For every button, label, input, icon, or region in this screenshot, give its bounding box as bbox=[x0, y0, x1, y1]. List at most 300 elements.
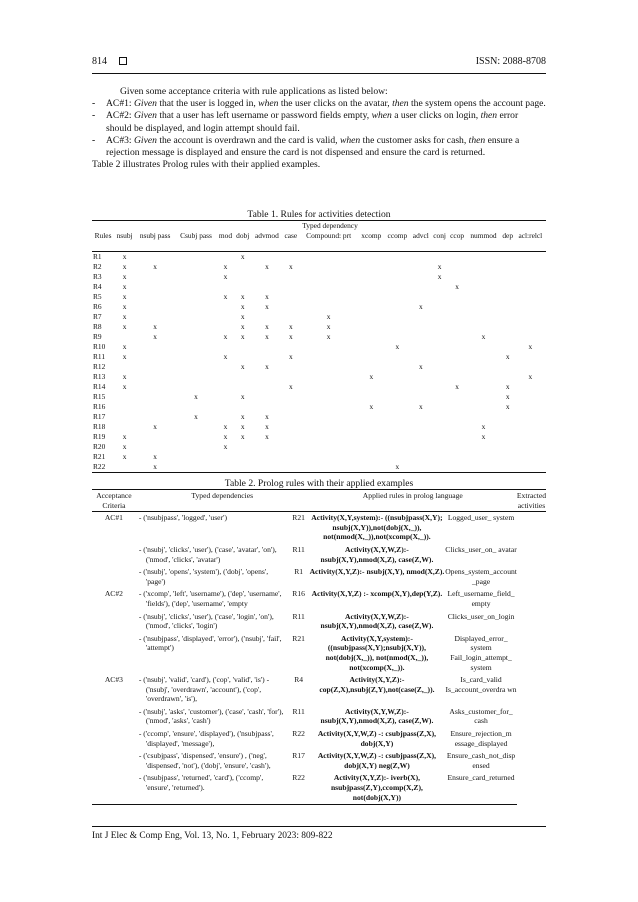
dependency-mark bbox=[175, 262, 217, 272]
rule-id: R1 bbox=[93, 252, 102, 261]
table-row bbox=[92, 674, 546, 706]
dependency-mark: x bbox=[223, 442, 228, 451]
dependency-mark bbox=[283, 302, 300, 312]
dependency-mark bbox=[501, 422, 515, 432]
criterion-then: then bbox=[468, 134, 486, 146]
table-row bbox=[92, 392, 546, 402]
dependency-mark bbox=[515, 352, 546, 362]
dependency-mark: x bbox=[135, 462, 175, 473]
dependency-mark: x bbox=[223, 332, 228, 341]
dependency-mark bbox=[466, 292, 500, 302]
dependency-mark bbox=[114, 392, 135, 402]
dependency-mark bbox=[466, 282, 500, 292]
dependency-mark bbox=[234, 262, 251, 272]
criterion-when: when bbox=[258, 98, 279, 110]
prolog-rule: Activity(X,Y,W,Z):- nsubj(X,Y),nmod(X,Z), case(Z,W). bbox=[320, 544, 434, 564]
header-spacer bbox=[92, 221, 114, 232]
footer-rule bbox=[92, 826, 546, 827]
rule-id: R17 bbox=[93, 412, 106, 421]
rule-id: R8 bbox=[93, 322, 102, 331]
dependency-mark bbox=[410, 292, 431, 302]
dependency-mark bbox=[385, 282, 411, 292]
typed-dependencies: - ('nsubjpass', 'returned', 'card'), ('ccomp', 'ensure', 'returned'). bbox=[136, 772, 289, 804]
dependency-mark bbox=[283, 402, 300, 412]
dependency-mark bbox=[251, 372, 282, 382]
dependency-mark bbox=[466, 372, 500, 382]
dependency-mark bbox=[448, 402, 466, 412]
rule-id: R4 bbox=[93, 282, 102, 291]
dependency-mark bbox=[234, 272, 251, 282]
dependency-mark bbox=[234, 442, 251, 452]
dependency-mark: x bbox=[240, 422, 245, 431]
extracted-activity: Logged_user_ system bbox=[447, 513, 515, 523]
dependency-mark bbox=[385, 252, 411, 263]
dependency-mark: x bbox=[289, 332, 293, 341]
table-row bbox=[92, 282, 546, 292]
dependency-mark bbox=[385, 292, 411, 302]
dependency-mark: x bbox=[326, 332, 331, 341]
table-row bbox=[92, 332, 546, 342]
dependency-mark bbox=[385, 352, 411, 362]
typed-dependencies: - ('nsubjpass', 'displayed', 'error'), ('nsubj', 'fail', 'attempt') bbox=[138, 633, 282, 653]
dependency-mark bbox=[466, 402, 500, 412]
typed-dependencies: - ('nsubj', 'opens', 'system'), ('dobj', 'opens', 'page') bbox=[138, 567, 269, 586]
col-header-compound-prt: Compound: prt bbox=[299, 231, 358, 252]
table-row bbox=[92, 342, 546, 352]
dependency-mark bbox=[501, 312, 515, 322]
prolog-rule: Activity(X,Y,system):- ((nsubjpass(X,Y); nsubj(X,Y)),not(dobj(X,_)), not(nmod(X,_)),not(xcomp(X,_)). bbox=[311, 513, 443, 542]
dependency-mark bbox=[385, 302, 411, 312]
dependency-mark bbox=[135, 312, 175, 322]
dependency-mark bbox=[358, 292, 384, 302]
dependency-mark bbox=[431, 402, 448, 412]
dependency-mark: x bbox=[122, 352, 127, 361]
dependency-mark: x bbox=[418, 362, 423, 371]
dependency-mark bbox=[135, 292, 175, 302]
dependency-mark bbox=[135, 432, 175, 442]
dependency-mark bbox=[175, 322, 217, 332]
dependency-mark: x bbox=[122, 372, 127, 381]
dependency-mark bbox=[410, 322, 431, 332]
dependency-mark bbox=[501, 332, 515, 342]
dependency-mark bbox=[217, 302, 234, 312]
dependency-mark bbox=[431, 412, 448, 422]
dependency-mark bbox=[283, 392, 300, 402]
dependency-mark: x bbox=[223, 292, 228, 301]
dependency-mark bbox=[358, 252, 384, 263]
dependency-mark: x bbox=[223, 352, 228, 361]
dependency-mark bbox=[431, 292, 448, 302]
col-header-activities: Extracted activities bbox=[517, 490, 546, 512]
table1-caption: Table 1. Rules for activities detection bbox=[247, 209, 391, 220]
dependency-mark bbox=[431, 382, 448, 392]
dependency-mark bbox=[358, 302, 384, 312]
dependency-mark bbox=[448, 342, 466, 352]
rule-id: R7 bbox=[93, 312, 102, 321]
dependency-mark bbox=[448, 442, 466, 452]
dependency-mark bbox=[466, 322, 500, 332]
dependency-mark bbox=[175, 252, 217, 263]
dependency-mark: x bbox=[369, 402, 374, 411]
rule-id: R10 bbox=[93, 342, 106, 351]
dependency-mark bbox=[501, 262, 515, 272]
dependency-mark: x bbox=[289, 352, 293, 361]
dependency-mark: x bbox=[153, 422, 157, 431]
dependency-mark bbox=[299, 452, 358, 462]
dependency-mark: x bbox=[505, 352, 510, 361]
dependency-mark bbox=[466, 262, 500, 272]
dependency-mark bbox=[385, 322, 411, 332]
dependency-mark: x bbox=[122, 382, 127, 391]
dependency-mark bbox=[299, 462, 358, 473]
dependency-mark: x bbox=[528, 372, 533, 381]
dependency-mark bbox=[448, 362, 466, 372]
criterion-when: when bbox=[371, 110, 392, 122]
rule-id: R13 bbox=[93, 372, 106, 381]
dependency-mark bbox=[251, 402, 282, 412]
dependency-mark: x bbox=[289, 382, 293, 391]
dependency-mark: x bbox=[122, 292, 127, 301]
dependency-mark: x bbox=[265, 362, 269, 371]
dependency-mark bbox=[251, 342, 282, 352]
dependency-mark bbox=[175, 342, 217, 352]
dependency-mark bbox=[410, 352, 431, 362]
criterion-t2: the user clicks on the avatar, bbox=[278, 98, 393, 110]
dependency-mark bbox=[515, 332, 546, 342]
dependency-mark bbox=[501, 252, 515, 263]
dependency-mark bbox=[410, 332, 431, 342]
dependency-mark bbox=[431, 432, 448, 442]
table-row bbox=[92, 322, 546, 332]
dependency-mark bbox=[283, 282, 300, 292]
typed-dependencies: - ('nsubjpass', 'logged', 'user') bbox=[138, 513, 227, 523]
typed-dependencies: - ('xcomp', 'left', 'username'), ('dep', 'username', 'fields'), ('dep', 'username', 'empty bbox=[138, 589, 282, 608]
dependency-mark bbox=[431, 302, 448, 312]
col-header-dep: dep bbox=[501, 231, 515, 252]
dependency-mark bbox=[466, 342, 500, 352]
rule-id: R16 bbox=[93, 402, 106, 411]
dependency-mark bbox=[217, 282, 234, 292]
dependency-mark bbox=[234, 342, 251, 352]
dependency-mark bbox=[251, 252, 282, 263]
dependency-mark bbox=[515, 252, 546, 263]
dependency-mark bbox=[448, 312, 466, 322]
table-row bbox=[92, 588, 546, 610]
dependency-mark bbox=[410, 382, 431, 392]
dependency-mark bbox=[175, 292, 217, 302]
journal-footer: Int J Elec & Comp Eng, Vol. 13, No. 1, February 2023: 809-822 bbox=[92, 831, 333, 841]
dependency-mark bbox=[501, 432, 515, 442]
dependency-mark bbox=[515, 432, 546, 442]
dependency-mark bbox=[385, 402, 411, 412]
criterion-given: Given bbox=[134, 98, 157, 110]
dependency-mark: x bbox=[265, 262, 269, 271]
dependency-mark bbox=[358, 432, 384, 442]
dependency-mark bbox=[283, 252, 300, 263]
col-header-prolog: Applied rules in prolog language bbox=[309, 490, 517, 512]
dependency-mark bbox=[466, 452, 500, 462]
dependency-mark bbox=[358, 342, 384, 352]
criterion-then: then bbox=[480, 110, 498, 122]
dependency-mark: x bbox=[194, 392, 198, 401]
typed-dependency-group-header: Typed dependency bbox=[114, 221, 546, 232]
dependency-mark bbox=[501, 322, 515, 332]
dependency-mark: x bbox=[240, 412, 245, 421]
dependency-mark bbox=[501, 442, 515, 452]
dependency-mark bbox=[410, 452, 431, 462]
dependency-mark bbox=[251, 272, 282, 282]
table-row bbox=[92, 352, 546, 362]
dependency-mark: x bbox=[418, 402, 423, 411]
dependency-mark: x bbox=[437, 262, 442, 271]
table-row bbox=[92, 372, 546, 382]
dependency-mark: x bbox=[240, 322, 245, 331]
dependency-mark bbox=[448, 332, 466, 342]
dependency-mark bbox=[299, 382, 358, 392]
dependency-mark bbox=[448, 262, 466, 272]
dependency-mark: x bbox=[289, 262, 293, 271]
criterion-item bbox=[92, 98, 546, 110]
dependency-mark bbox=[410, 442, 431, 452]
dependency-mark: x bbox=[240, 362, 245, 371]
dependency-mark: x bbox=[122, 452, 127, 461]
dependency-mark bbox=[251, 312, 282, 322]
dependency-mark bbox=[410, 422, 431, 432]
typed-dependencies: - ('nsubj', 'valid', 'card'), ('cop', 'valid', 'is') - ('nsubj', 'overdrawn', 'account'), ('cop', 'overdrawn', 'is'), bbox=[138, 675, 270, 704]
dependency-mark bbox=[385, 362, 411, 372]
dependency-mark bbox=[410, 462, 431, 473]
prolog-rule: Activity(X,Y,Z) :- xcomp(X,Y),dep(Y,Z). bbox=[311, 589, 443, 599]
dependency-mark bbox=[217, 392, 234, 402]
dependency-mark bbox=[385, 272, 411, 282]
criterion-t1: that a user has left username or password fields empty, bbox=[156, 110, 372, 122]
dependency-mark bbox=[431, 332, 448, 342]
dependency-mark: x bbox=[240, 312, 245, 321]
acceptance-criteria bbox=[92, 728, 136, 750]
dependency-mark bbox=[515, 302, 546, 312]
dependency-mark bbox=[299, 392, 358, 402]
dependency-mark bbox=[466, 272, 500, 282]
dependency-mark bbox=[385, 372, 411, 382]
dependency-mark bbox=[175, 302, 217, 312]
dependency-mark bbox=[135, 392, 175, 402]
dependency-mark bbox=[299, 282, 358, 292]
dependency-mark: x bbox=[122, 432, 127, 441]
dependency-mark bbox=[466, 382, 500, 392]
table-row bbox=[92, 728, 546, 750]
col-header-csubj-pass: Csubj pass bbox=[175, 231, 217, 252]
table-row bbox=[92, 611, 546, 633]
table-row bbox=[92, 362, 546, 372]
dependency-mark: x bbox=[437, 272, 442, 281]
criterion-id: AC#1: bbox=[106, 98, 132, 110]
dependency-mark bbox=[501, 412, 515, 422]
dependency-mark: x bbox=[265, 412, 269, 421]
dependency-mark bbox=[175, 372, 217, 382]
dependency-mark bbox=[448, 452, 466, 462]
prolog-rule: Activity(X,Y,Z):- cop(Z,X),nsubj(Z,Y),not(case(Z,_)). bbox=[319, 675, 435, 694]
dependency-mark: x bbox=[122, 272, 127, 281]
dependency-mark bbox=[410, 252, 431, 263]
dependency-mark: x bbox=[369, 372, 374, 381]
typed-dependencies: - ('nsubj', 'asks', 'customer'), ('case', 'cash', 'for'), ('nmod', 'asks', 'cash') bbox=[138, 706, 284, 726]
prolog-rule: Activity(X,Y,Z):- nsubj(X,Y), nmod(X,Z). bbox=[309, 567, 445, 577]
criterion-id: AC#2: bbox=[106, 110, 132, 122]
col-header-case: case bbox=[283, 231, 300, 252]
dependency-mark bbox=[431, 322, 448, 332]
dependency-mark: x bbox=[153, 452, 157, 461]
criterion-given: Given bbox=[134, 110, 157, 122]
dash-bullet-icon: - bbox=[92, 134, 96, 146]
dependency-mark bbox=[283, 462, 300, 473]
dependency-mark bbox=[217, 372, 234, 382]
dependency-mark bbox=[299, 272, 358, 282]
prolog-rule: Activity(X,Y,system):- ((nsubjpass(X,Y);nsubj(X,Y)), not(dobj(X,_)), not(nmod(X,_)), not(xcomp(X,_)). bbox=[325, 633, 429, 672]
rule-id: R20 bbox=[93, 442, 106, 451]
dependency-mark bbox=[358, 332, 384, 342]
dependency-mark bbox=[466, 312, 500, 322]
dependency-mark: x bbox=[240, 432, 245, 441]
dependency-mark bbox=[466, 392, 500, 402]
dependency-mark bbox=[283, 452, 300, 462]
dependency-mark bbox=[217, 462, 234, 473]
dependency-mark: x bbox=[122, 252, 127, 261]
dependency-mark: x bbox=[265, 292, 269, 301]
dependency-mark bbox=[501, 282, 515, 292]
dependency-mark bbox=[299, 372, 358, 382]
typed-dependencies: - ('nsubj', 'clicks', 'user'), ('case', 'login', 'on'), ('nmod', 'clicks', 'login') bbox=[138, 611, 274, 631]
criterion-when: when bbox=[339, 134, 361, 146]
dependency-mark bbox=[175, 312, 217, 322]
dependency-mark bbox=[135, 352, 175, 362]
dependency-mark bbox=[358, 272, 384, 282]
dependency-mark bbox=[358, 382, 384, 392]
dependency-mark bbox=[448, 372, 466, 382]
dependency-mark: x bbox=[265, 422, 269, 431]
dependency-mark bbox=[135, 412, 175, 422]
table-row bbox=[92, 402, 546, 412]
dependency-mark bbox=[299, 342, 358, 352]
dependency-mark: x bbox=[122, 302, 127, 311]
dependency-mark bbox=[448, 352, 466, 362]
dependency-mark bbox=[501, 292, 515, 302]
dependency-mark: x bbox=[395, 342, 400, 351]
table-row bbox=[92, 292, 546, 302]
dependency-mark bbox=[431, 282, 448, 292]
dependency-mark bbox=[515, 282, 546, 292]
table-row bbox=[92, 302, 546, 312]
dependency-mark bbox=[283, 432, 300, 442]
prolog-rule: Activity(X,Y,W,Z) -: csubjpass(Z,X), dobj(X,Y) neg(Z,W) bbox=[317, 751, 437, 770]
dependency-mark bbox=[448, 432, 466, 442]
rule-id: R15 bbox=[93, 392, 106, 401]
dependency-mark bbox=[431, 442, 448, 452]
table-row bbox=[92, 462, 546, 473]
dependency-mark bbox=[299, 292, 358, 302]
dependency-mark: x bbox=[122, 442, 127, 451]
dependency-mark bbox=[175, 332, 217, 342]
dependency-mark bbox=[385, 332, 411, 342]
dependency-mark bbox=[135, 442, 175, 452]
dependency-mark: x bbox=[223, 432, 228, 441]
dependency-mark bbox=[515, 262, 546, 272]
dependency-mark bbox=[251, 462, 282, 473]
table-row bbox=[92, 566, 546, 588]
dependency-mark bbox=[175, 452, 217, 462]
prolog-table bbox=[92, 489, 546, 805]
criterion-then: then bbox=[392, 98, 409, 110]
dependency-mark bbox=[501, 362, 515, 372]
dependency-mark bbox=[175, 422, 217, 432]
dependency-mark bbox=[385, 262, 411, 272]
dependency-mark bbox=[251, 382, 282, 392]
extracted-activity: Clicks_user_on_ avatar bbox=[445, 544, 517, 554]
extracted-activity: Ensure_card_returned bbox=[445, 772, 517, 804]
dependency-mark bbox=[283, 272, 300, 282]
dependency-mark bbox=[283, 372, 300, 382]
col-header-acl-relcl: acl:relcl bbox=[515, 231, 546, 252]
dependency-mark bbox=[135, 302, 175, 312]
dependency-mark: x bbox=[122, 282, 127, 291]
prolog-rule: Activity(X,Y,W,Z):- nsubj(X,Y),nmod(X,Z), case(Z,W). bbox=[320, 706, 434, 726]
dependency-mark bbox=[135, 402, 175, 412]
dependency-mark bbox=[251, 352, 282, 362]
dependency-mark bbox=[515, 442, 546, 452]
col-header-advcl: advcl bbox=[410, 231, 431, 252]
dependency-mark bbox=[431, 372, 448, 382]
dependency-mark: x bbox=[481, 422, 486, 431]
running-header bbox=[92, 56, 546, 70]
dependency-mark bbox=[135, 282, 175, 292]
applied-rule-id: R22 bbox=[292, 729, 305, 739]
dependency-mark bbox=[410, 372, 431, 382]
dependency-mark bbox=[299, 302, 358, 312]
table-row bbox=[92, 512, 546, 544]
dependency-mark bbox=[515, 362, 546, 372]
dependency-mark bbox=[299, 422, 358, 432]
dependency-mark bbox=[135, 252, 175, 263]
dependency-mark bbox=[175, 362, 217, 372]
dependency-mark bbox=[466, 442, 500, 452]
dependency-mark bbox=[515, 272, 546, 282]
dependency-mark bbox=[385, 392, 411, 402]
dependency-mark bbox=[251, 442, 282, 452]
dependency-mark bbox=[385, 312, 411, 322]
dependency-mark bbox=[448, 392, 466, 402]
dependency-mark: x bbox=[265, 302, 269, 311]
dependency-mark bbox=[358, 412, 384, 422]
dependency-mark bbox=[283, 312, 300, 322]
dependency-mark bbox=[501, 462, 515, 473]
criterion-item bbox=[92, 110, 546, 134]
table-row bbox=[92, 452, 546, 462]
dependency-mark bbox=[358, 352, 384, 362]
applied-rule-id: R16 bbox=[292, 589, 305, 599]
dependency-mark bbox=[299, 262, 358, 272]
table-row bbox=[92, 382, 546, 392]
extracted-activity: Clicks_user_on_login bbox=[447, 611, 515, 621]
dependency-mark bbox=[466, 302, 500, 312]
dependency-mark: x bbox=[265, 322, 269, 331]
dependency-mark bbox=[501, 372, 515, 382]
acceptance-criteria bbox=[92, 611, 136, 633]
rule-id: R6 bbox=[93, 302, 102, 311]
dependency-mark bbox=[251, 452, 282, 462]
dependency-mark bbox=[448, 272, 466, 282]
dependency-mark bbox=[501, 452, 515, 462]
dependency-mark bbox=[283, 412, 300, 422]
rule-id: R19 bbox=[93, 432, 106, 441]
